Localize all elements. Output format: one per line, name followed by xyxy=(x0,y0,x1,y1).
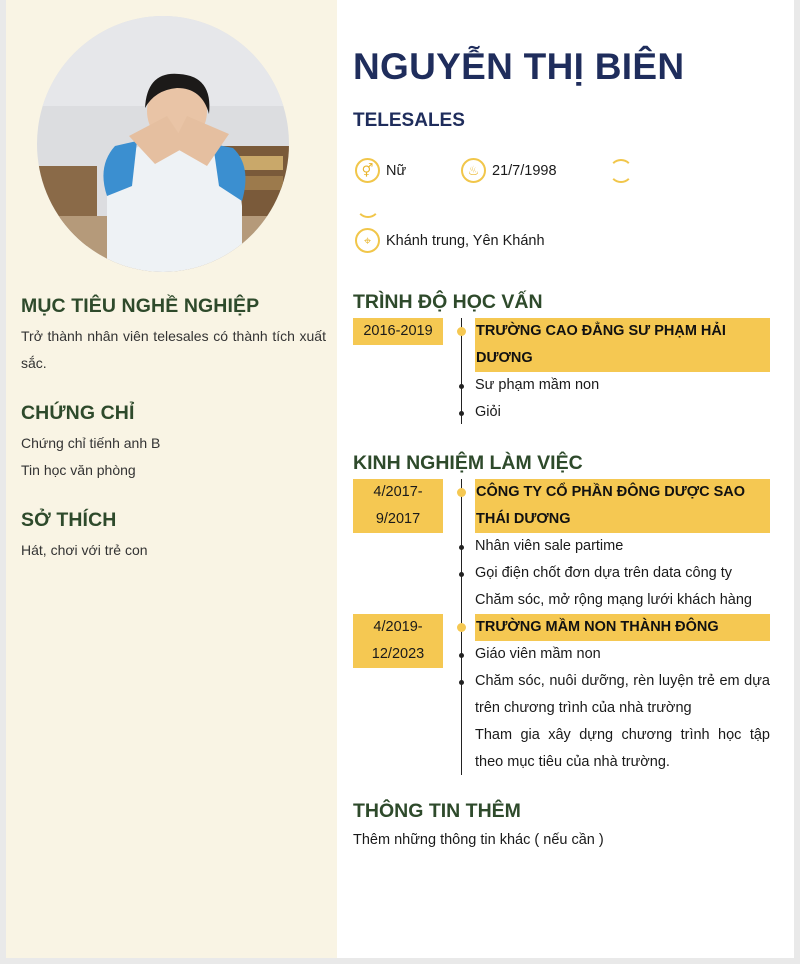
avatar xyxy=(37,16,289,272)
hobbies-text: Hát, chơi với trẻ con xyxy=(21,542,148,558)
job-line: Nhân viên sale partime xyxy=(475,538,624,554)
extra-title: THÔNG TIN THÊM xyxy=(353,800,521,822)
job-company: TRƯỜNG MẦM NON THÀNH ĐÔNG xyxy=(475,614,770,641)
job-company: CÔNG TY CỔ PHẦN ĐÔNG DƯỢC SAO THÁI DƯƠNG xyxy=(475,479,770,533)
birthday-cake-icon: ♨ xyxy=(461,158,486,183)
gender-value: Nữ xyxy=(386,162,407,179)
experience-title: KINH NGHIỆM LÀM VIỆC xyxy=(353,452,583,474)
job-line: Chăm sóc, nuôi dưỡng, rèn luyện trẻ em dựa trên chương trình của nhà trường xyxy=(475,673,770,716)
gender-row xyxy=(355,158,406,183)
bullet-dot xyxy=(459,572,464,577)
birthday-row xyxy=(461,158,557,183)
job-line: Giáo viên mầm non xyxy=(475,646,601,662)
birthday-value: 21/7/1998 xyxy=(492,162,557,179)
candidate-name: NGUYỄN THỊ BIÊN xyxy=(353,46,685,87)
certificates-title: CHỨNG CHỈ xyxy=(21,402,135,424)
job-date-start: 4/2017- xyxy=(373,484,423,500)
education-major: Sư phạm mầm non xyxy=(475,377,600,393)
education-school: TRƯỜNG CAO ĐẲNG SƯ PHẠM HẢI DƯƠNG xyxy=(475,318,770,372)
certificate-item: Chứng chỉ tiếnh anh B xyxy=(21,435,161,451)
decorative-ring-icon xyxy=(609,159,633,183)
job-date xyxy=(353,479,443,533)
job-date-end: 9/2017 xyxy=(375,511,421,527)
timeline-dot xyxy=(457,623,466,632)
job-date xyxy=(353,614,443,668)
job-line: Chăm sóc, mở rộng mạng lưới khách hàng xyxy=(475,592,752,608)
avatar-photo-icon xyxy=(37,16,289,272)
job-line: Gọi điện chốt đơn dựa trên data công ty xyxy=(475,565,733,581)
job-line: Tham gia xây dựng chương trình học tập theo mục tiêu của nhà trường. xyxy=(475,727,770,770)
bullet-dot xyxy=(459,653,464,658)
gender-icon: ⚥ xyxy=(355,158,380,183)
address-row xyxy=(355,228,545,253)
job-title: TELESALES xyxy=(353,110,465,131)
job-date-start: 4/2019- xyxy=(373,619,423,635)
sidebar xyxy=(6,0,337,958)
objective-text: Trở thành nhân viên telesales có thành tích xuất sắc. xyxy=(21,328,326,371)
hobbies-title: SỞ THÍCH xyxy=(21,509,117,531)
bullet-dot xyxy=(459,545,464,550)
bullet-dot xyxy=(459,384,464,389)
education-title: TRÌNH ĐỘ HỌC VẤN xyxy=(353,291,543,313)
bullet-dot xyxy=(459,411,464,416)
decorative-ring-icon xyxy=(356,194,380,218)
job-date-end: 12/2023 xyxy=(371,646,425,662)
bullet-dot xyxy=(459,680,464,685)
education-date: 2016-2019 xyxy=(353,318,443,345)
extra-text: Thêm những thông tin khác ( nếu cần ) xyxy=(353,832,604,848)
objective-title: MỤC TIÊU NGHỀ NGHIỆP xyxy=(21,295,260,317)
certificate-item: Tin học văn phòng xyxy=(21,462,136,478)
timeline-dot xyxy=(457,488,466,497)
education-grade: Giỏi xyxy=(475,404,501,420)
location-icon: ⌖ xyxy=(355,228,380,253)
cv-page xyxy=(6,0,794,958)
timeline-dot xyxy=(457,327,466,336)
address-value: Khánh trung, Yên Khánh xyxy=(386,232,545,249)
